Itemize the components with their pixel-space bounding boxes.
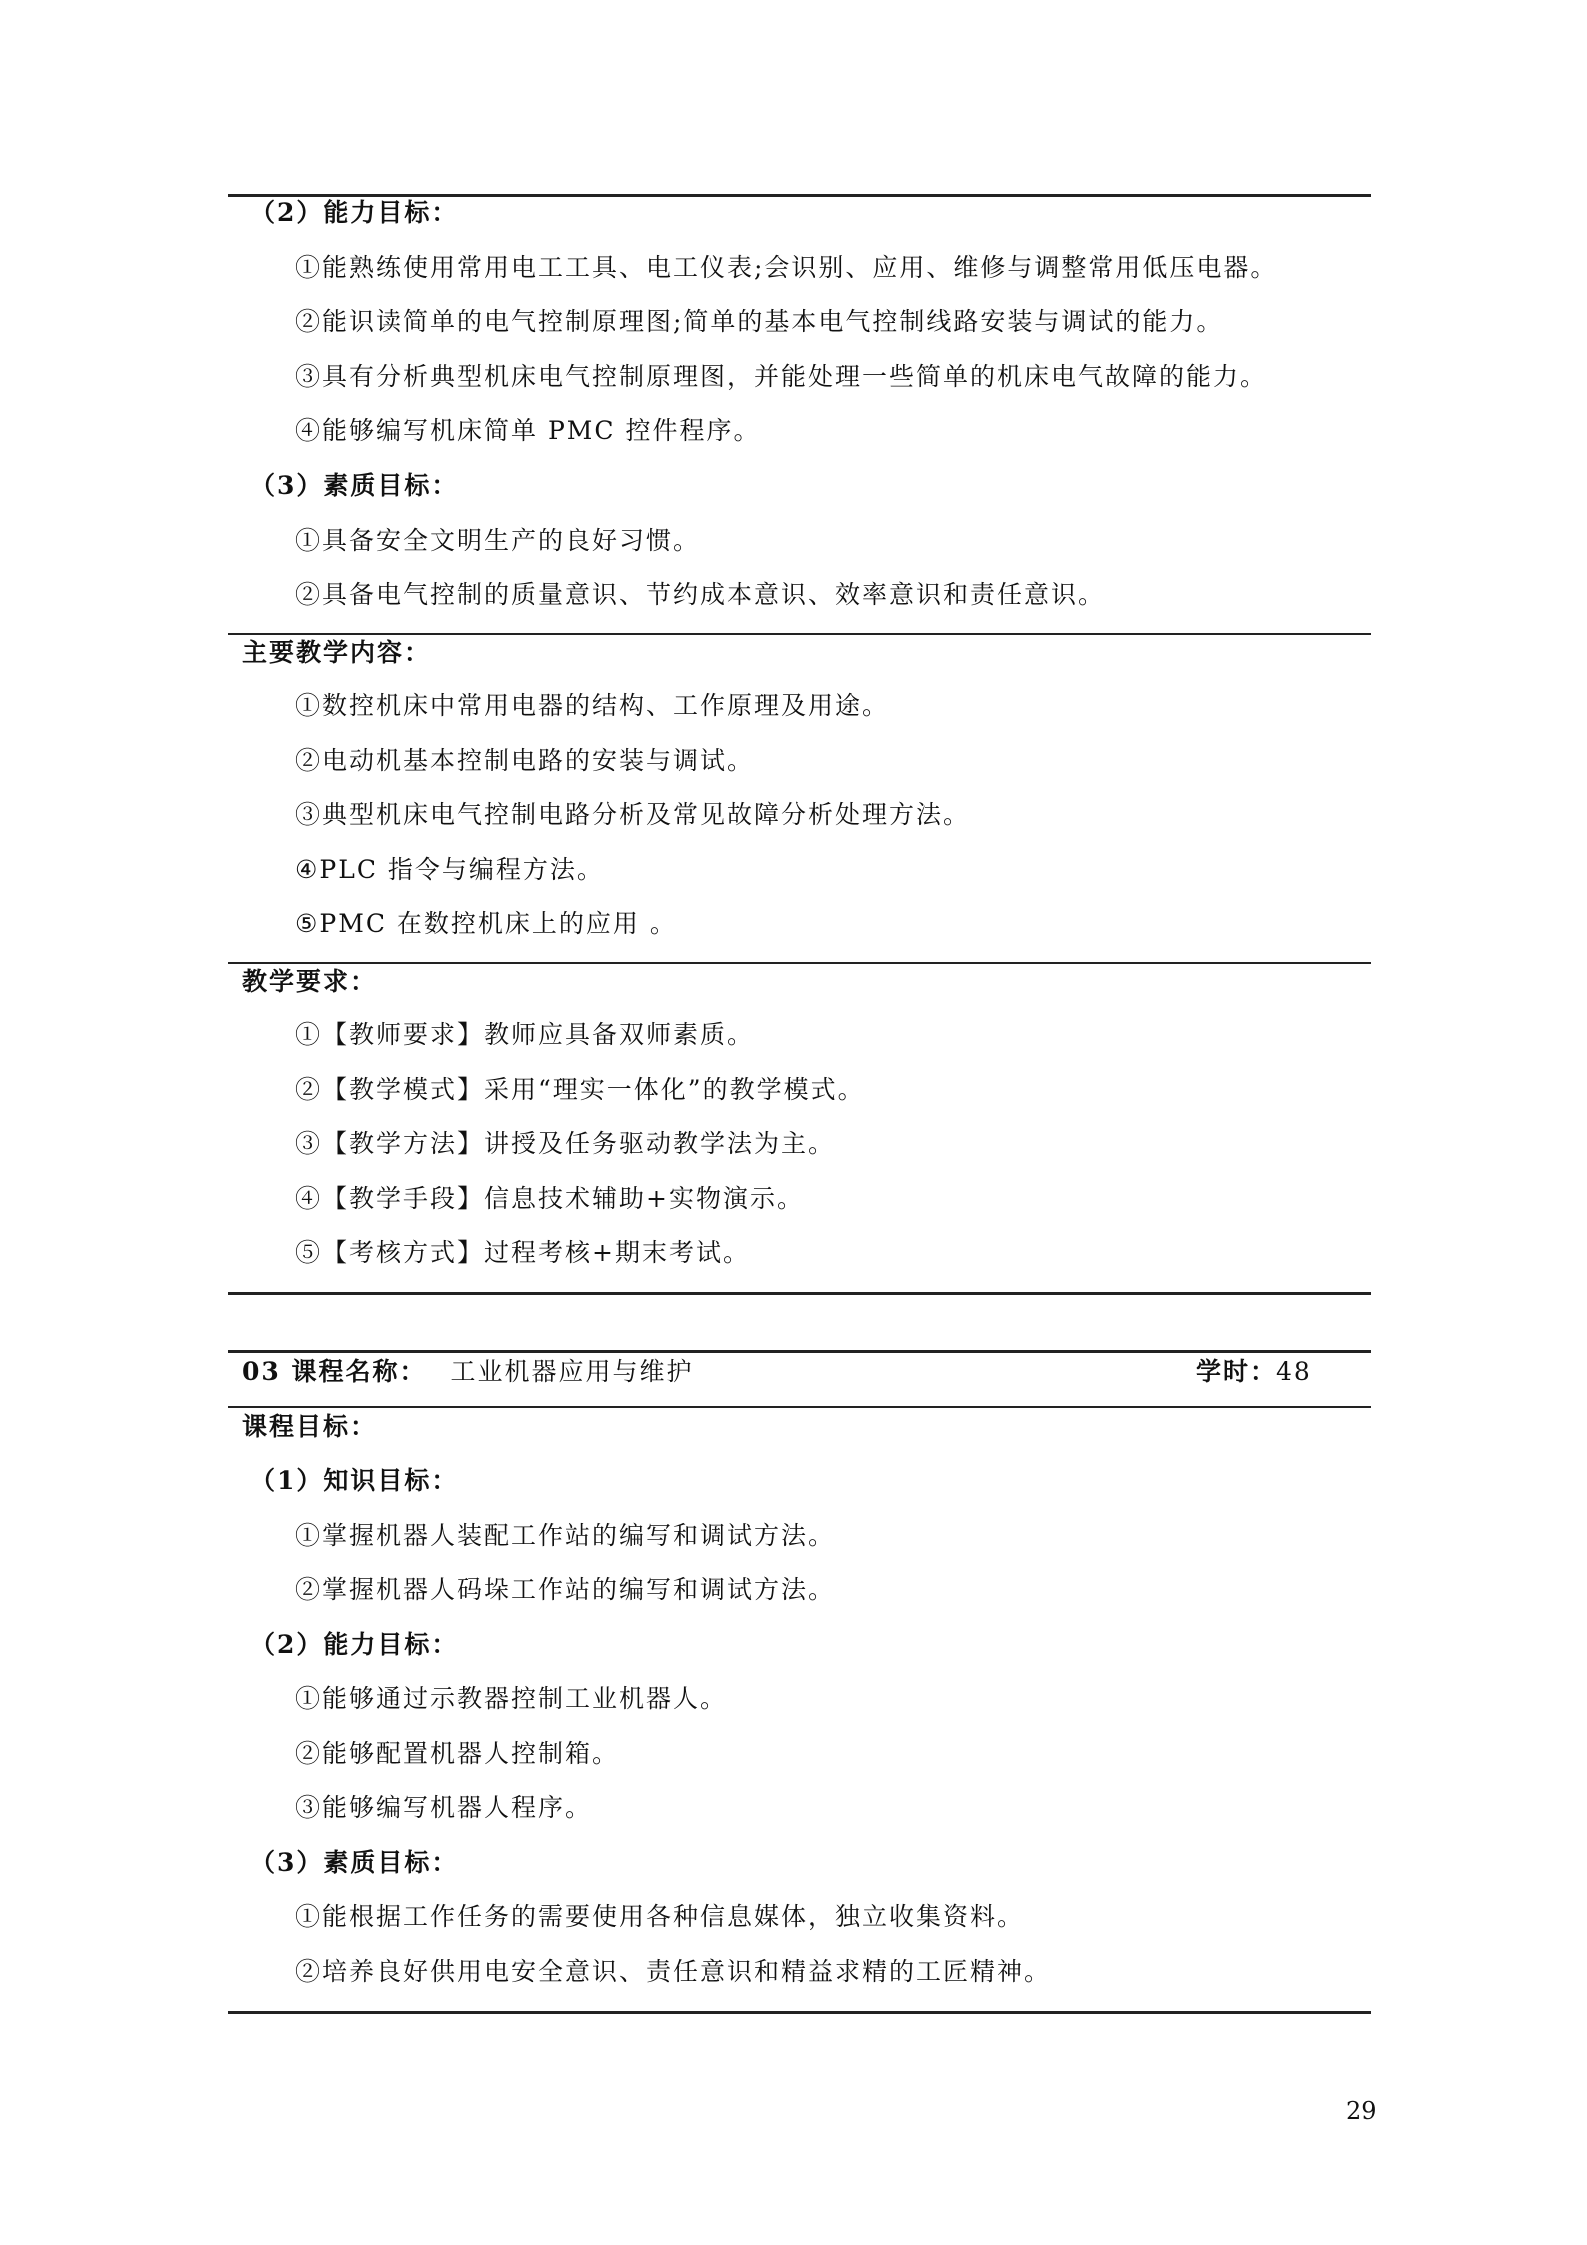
list-item: ①能够通过示教器控制工业机器人。 bbox=[295, 1684, 728, 1713]
list-item: ②【教学模式】采用“理实一体化”的教学模式。 bbox=[295, 1075, 865, 1104]
list-item: ①具备安全文明生产的良好习惯。 bbox=[295, 526, 701, 555]
course-name-row bbox=[242, 1355, 693, 1389]
table-bottom-rule bbox=[228, 2011, 1371, 2014]
list-item: ①能根据工作任务的需要使用各种信息媒体，独立收集资料。 bbox=[295, 1902, 1025, 1931]
list-item: ②能够配置机器人控制箱。 bbox=[295, 1739, 620, 1768]
knowledge-heading: （1）知识目标： bbox=[250, 1466, 459, 1495]
content-heading: 主要教学内容： bbox=[242, 638, 432, 667]
list-item: ⑤PMC 在数控机床上的应用 。 bbox=[295, 909, 677, 938]
section-divider bbox=[228, 1406, 1371, 1408]
table-bottom-rule bbox=[228, 1292, 1371, 1295]
section-divider bbox=[228, 962, 1371, 964]
list-item: ①能熟练使用常用电工工具、电工仪表;会识别、应用、维修与调整常用低压电器。 bbox=[295, 253, 1278, 282]
page-number: 29 bbox=[1346, 2097, 1377, 2125]
list-item: ④能够编写机床简单 PMC 控件程序。 bbox=[295, 416, 761, 445]
list-item: ②掌握机器人码垛工作站的编写和调试方法。 bbox=[295, 1575, 836, 1604]
list-item: ②电动机基本控制电路的安装与调试。 bbox=[295, 746, 755, 775]
list-item: ①【教师要求】教师应具备双师素质。 bbox=[295, 1020, 755, 1049]
course-name-value: 工业机器应用与维护 bbox=[450, 1357, 694, 1386]
list-item: ④【教学手段】信息技术辅助+实物演示。 bbox=[295, 1184, 804, 1213]
requirements-heading: 教学要求： bbox=[242, 967, 378, 996]
objectives-heading: 课程目标： bbox=[242, 1412, 378, 1441]
list-item: ③能够编写机器人程序。 bbox=[295, 1793, 593, 1822]
list-item: ②具备电气控制的质量意识、节约成本意识、效率意识和责任意识。 bbox=[295, 580, 1106, 609]
ability-heading: （2）能力目标： bbox=[250, 198, 459, 227]
course-name-label: 03 课程名称： bbox=[242, 1357, 427, 1386]
list-item: ①数控机床中常用电器的结构、工作原理及用途。 bbox=[295, 691, 890, 720]
list-item: ③典型机床电气控制电路分析及常见故障分析处理方法。 bbox=[295, 800, 971, 829]
list-item: ③【教学方法】讲授及任务驱动教学法为主。 bbox=[295, 1129, 836, 1158]
list-item: ④PLC 指令与编程方法。 bbox=[295, 855, 604, 884]
list-item: ②能识读简单的电气控制原理图;简单的基本电气控制线路安装与调试的能力。 bbox=[295, 307, 1224, 336]
quality-heading: （3）素质目标： bbox=[250, 1848, 459, 1877]
hours-label: 学时： bbox=[1196, 1357, 1278, 1386]
quality-heading: （3）素质目标： bbox=[250, 471, 459, 500]
hours-value: 48 bbox=[1276, 1357, 1312, 1386]
list-item: ②培养良好供用电安全意识、责任意识和精益求精的工匠精神。 bbox=[295, 1957, 1052, 1986]
ability-heading: （2）能力目标： bbox=[250, 1630, 459, 1659]
list-item: ⑤【考核方式】过程考核+期末考试。 bbox=[295, 1238, 750, 1267]
table-top-rule bbox=[228, 1350, 1371, 1353]
section-divider bbox=[228, 633, 1371, 635]
list-item: ③具有分析典型机床电气控制原理图，并能处理一些简单的机床电气故障的能力。 bbox=[295, 362, 1268, 391]
list-item: ①掌握机器人装配工作站的编写和调试方法。 bbox=[295, 1521, 836, 1550]
